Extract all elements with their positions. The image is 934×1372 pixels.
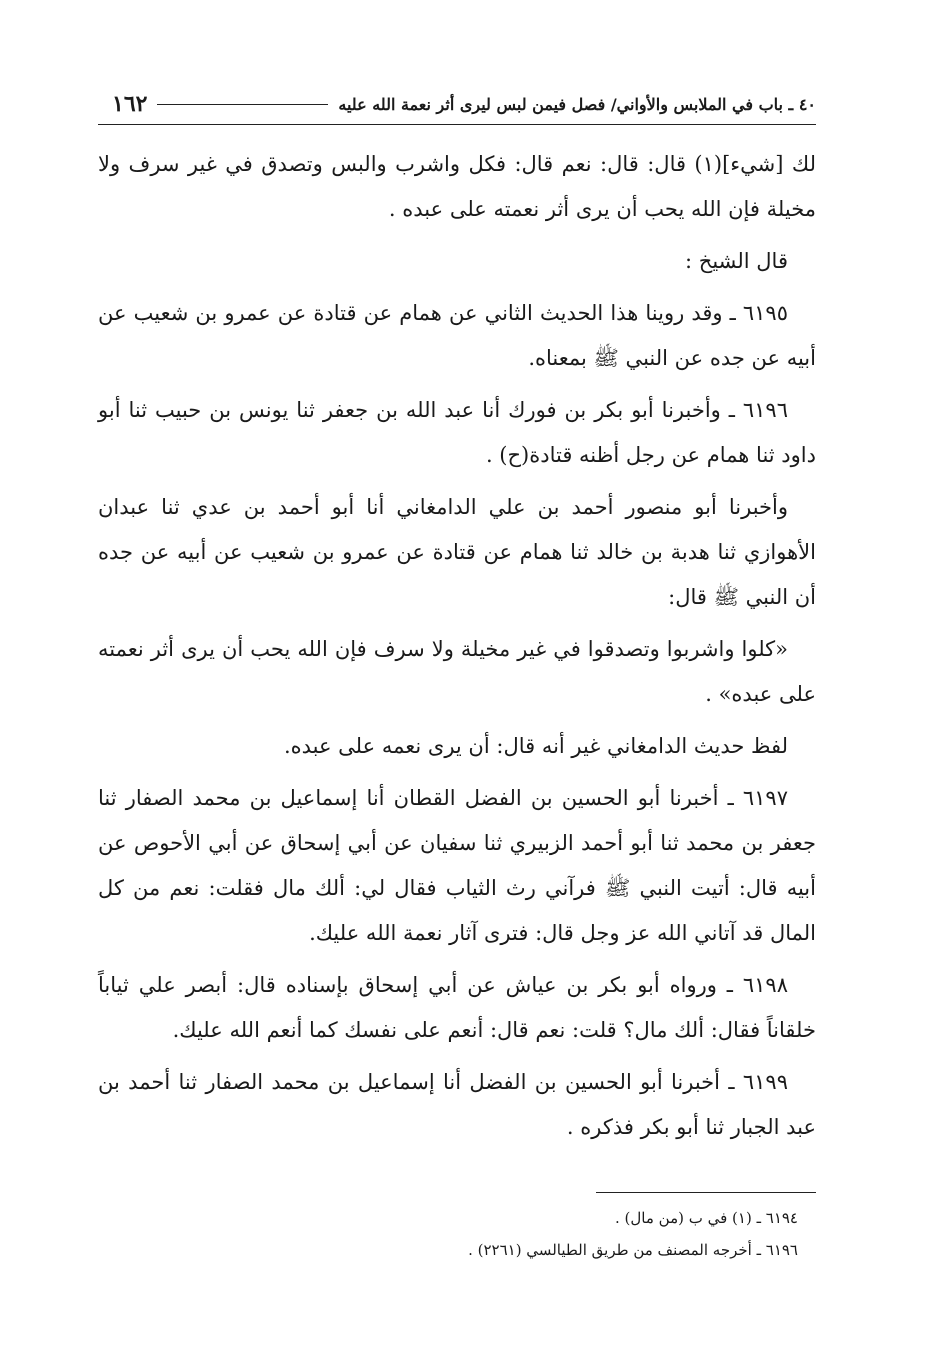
hadith-6196-text: «كلوا واشربوا وتصدقوا في غير مخيلة ولا سرف فإن الله يحب أن يرى أثر نعمته على عبده» . — [98, 637, 816, 706]
hadith-6196: ٦١٩٦ ـ وأخبرنا أبو بكر بن فورك أنا عبد الله بن جعفر ثنا يونس بن حبيب ثنا أبو داود ثنا همام عن رجل أظنه قتادة(ح) . — [98, 398, 816, 467]
running-head: ٤٠ ـ باب في الملابس والأواني/ فصل فيمن لبس ليرى أثر نعمة الله عليه — [338, 94, 816, 114]
page-header — [98, 88, 816, 120]
page-number: ١٦٢ — [112, 91, 148, 117]
header-divider — [98, 124, 816, 125]
hadith-6196-note: لفظ حديث الدامغاني غير أنه قال: أن يرى نعمه على عبده. — [283, 734, 788, 758]
hadith-6197: ٦١٩٧ ـ أخبرنا أبو الحسين بن الفضل القطان أنا إسماعيل بن محمد الصفار ثنا جعفر بن محمد ثنا أبو أحمد الزبيري ثنا سفيان عن أبي إسحاق عن أبي الأحوص عن أبيه قال: أتيت النبي ﷺ فرآني رث الثياب فقال لي: ألك مال فقلت: نعم من كل المال قد آتاني الله عز وجل قال: فترى آثار نعمة الله عليك. — [98, 786, 816, 945]
header-line — [157, 104, 328, 105]
body-text — [98, 142, 816, 1157]
footnote-divider — [596, 1192, 816, 1193]
hadith-6198: ٦١٩٨ ـ ورواه أبو بكر بن عياش عن أبي إسحاق بإسناده قال: أبصر علي ثياباً خلقاناً فقال: ألك مال؟ قلت: نعم قال: أنعم على نفسك كما أنعم الله عليك. — [98, 973, 816, 1042]
hadith-6199: ٦١٩٩ ـ أخبرنا أبو الحسين بن الفضل أنا إسماعيل بن محمد الصفار ثنا أحمد بن عبد الجبار ثنا أبو بكر فذكره . — [98, 1070, 816, 1139]
footnote-6194: ٦١٩٤ ـ (١) في ب (من مال) . — [614, 1209, 798, 1227]
footnotes — [98, 1202, 798, 1266]
footnote-6196: ٦١٩٦ ـ أخرجه المصنف من طريق الطيالسي (٢٢٦١) . — [468, 1241, 798, 1259]
paragraph-sheikh-said: قال الشيخ : — [685, 249, 788, 273]
hadith-6196-chain-2: وأخبرنا أبو منصور أحمد بن علي الدامغاني أنا أبو أحمد بن عدي ثنا عبدان الأهوازي ثنا هدبة بن خالد ثنا همام عن قتادة عن عمرو بن شعيب عن أبيه عن جده أن النبي ﷺ قال: — [98, 495, 816, 609]
hadith-6195: ٦١٩٥ ـ وقد روينا هذا الحديث الثاني عن همام عن قتادة عن عمرو بن شعيب عن أبيه عن جده عن النبي ﷺ بمعناه. — [98, 301, 816, 370]
paragraph-continuation: لك [شيء](١) قال: قال: نعم قال: فكل واشرب والبس وتصدق في غير سرف ولا مخيلة فإن الله يحب أن يرى أثر نعمته على عبده . — [98, 152, 817, 221]
